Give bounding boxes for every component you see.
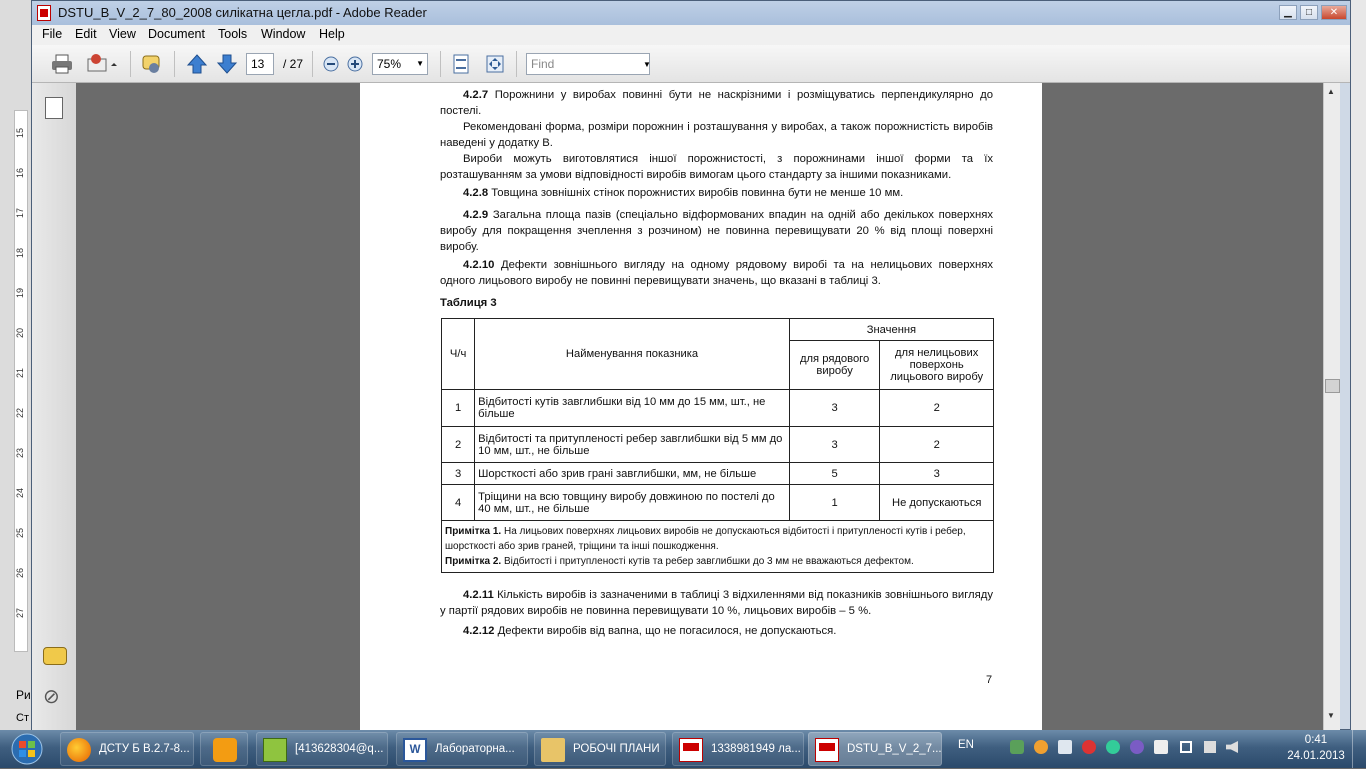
ruler-label: 17: [15, 207, 26, 219]
clause-number: 4.2.10: [463, 259, 495, 271]
clause-number: 4.2.12: [463, 625, 495, 637]
printer-icon: [50, 53, 74, 75]
paragraph-4-2-12: [440, 623, 993, 639]
table-row: [442, 390, 994, 427]
ruler-label: 25: [15, 527, 26, 539]
row-number: 3: [442, 463, 475, 485]
fit-page-button[interactable]: [450, 53, 472, 75]
arrow-up-icon: [186, 53, 208, 75]
paragraph-text: Кількість виробів із зазначеними в таблиці 3 відхиленнями від показників зовнішнього вигляду у партії рядових виробів не повинна перевищувати 10 %, лицьових виробів – 5 %.: [440, 589, 994, 617]
scroll-down-arrow-icon[interactable]: ▼: [1327, 711, 1335, 720]
window-title: DSTU_B_V_2_7_80_2008 силікатна цегла.pdf - Adobe Reader: [58, 5, 427, 20]
tools-icon[interactable]: [1058, 740, 1072, 754]
note-label: Примітка 1.: [445, 526, 502, 537]
title-bar[interactable]: [32, 1, 1350, 25]
paragraph-4-2-9: [440, 207, 993, 255]
vertical-scrollbar[interactable]: [1323, 83, 1340, 731]
share-button[interactable]: [86, 53, 120, 75]
taskbar-item-media-player[interactable]: [200, 732, 248, 766]
shield-icon[interactable]: [1034, 740, 1048, 754]
page-total: / 27: [283, 57, 304, 71]
ruler-label: 26: [15, 567, 26, 579]
ruler-label: 24: [15, 487, 26, 499]
note-text: Відбитості і притупленості кутів та ребер завглибшки до 3 мм не вважаються дефектом.: [503, 556, 914, 567]
row-number: 4: [442, 485, 475, 521]
action-center-flag-icon[interactable]: [1180, 741, 1192, 753]
close-button[interactable]: ✕: [1321, 5, 1347, 20]
navigation-pane: [32, 83, 77, 731]
task-label: 1338981949 ла...: [711, 743, 801, 755]
clock-date[interactable]: 24.01.2013: [1287, 750, 1345, 762]
row-name: Відбитості та притупленості ребер завглибшки від 5 мм до 10 мм, шт., не більше: [475, 427, 790, 463]
pdf-app-icon: [37, 5, 51, 21]
plus-circle-icon: [346, 53, 364, 75]
menu-edit[interactable]: Edit: [75, 27, 97, 41]
folder-icon: [541, 738, 565, 762]
windows-orb-icon: [4, 732, 50, 766]
minus-circle-icon: [322, 53, 340, 75]
ruler-label: 18: [15, 247, 26, 259]
row-value-ordinary: 5: [789, 463, 879, 485]
chat-icon: [263, 738, 287, 762]
paragraph-text: Дефекти виробів від вапна, що не погасилося, не допускаються.: [497, 625, 837, 637]
ruler-label: 21: [15, 367, 26, 379]
menu-document[interactable]: Document: [148, 27, 205, 41]
task-label: DSTU_B_V_2_7...: [847, 743, 942, 755]
row-value-face: 2: [880, 427, 994, 463]
menu-help[interactable]: Help: [319, 27, 345, 41]
row-value-face: 3: [880, 463, 994, 485]
find-input[interactable]: Find: [526, 53, 650, 75]
row-number: 2: [442, 427, 475, 463]
word-icon: W: [403, 738, 427, 762]
firefox-icon: [67, 738, 91, 762]
table-notes-row: [442, 521, 994, 573]
paragraph-text: Загальна площа пазів (спеціально відформованих впадин на одній або декількох поверхнях виробу для покращення зчеплення з розчином) не повинна перевищувати 20 % від площі поверхні виробу.: [440, 209, 994, 253]
table-row: [442, 427, 994, 463]
keyboard-icon[interactable]: [1154, 740, 1168, 754]
messenger-icon[interactable]: [1106, 740, 1120, 754]
note-label: Примітка 2.: [445, 556, 502, 567]
minimize-button[interactable]: ▁: [1279, 5, 1297, 20]
pdf-icon: [679, 738, 703, 762]
paragraph-4-2-8: [440, 185, 993, 201]
comment-gear-icon: [140, 53, 164, 75]
row-name: Відбитості кутів завглибшки від 10 мм до 15 мм, шт., не більше: [475, 390, 790, 427]
pages-thumbnail-icon[interactable]: [45, 97, 63, 119]
paragraph-4-2-7: [440, 87, 993, 119]
paragraph-other-porosity: Вироби можуть виготовлятися іншої порожнистості, з порожнинами іншої форми та їх розташуванням за умови відповідності виробів вимогам цього стандарту за іншими показниками.: [440, 153, 993, 181]
maximize-button[interactable]: □: [1300, 5, 1318, 20]
network-status-icon[interactable]: [1010, 740, 1024, 754]
start-button[interactable]: [4, 732, 50, 766]
paragraph-recommended-forms: Рекомендовані форма, розміри порожнин і розташування у виробах, а також порожнистість виробів наведені у додатку В.: [440, 121, 993, 149]
taskbar-item-word[interactable]: [396, 732, 528, 766]
zoom-value: 75%: [377, 57, 402, 71]
full-screen-button[interactable]: [484, 53, 506, 75]
fit-page-icon: [450, 53, 472, 75]
taskbar-item-pdf-1[interactable]: [672, 732, 804, 766]
page-footer-number: 7: [986, 674, 993, 686]
system-tray-icons: [1010, 740, 1180, 758]
system-tray-right: [1180, 740, 1260, 758]
taskbar-item-firefox[interactable]: [60, 732, 194, 766]
menu-window[interactable]: Window: [261, 27, 306, 41]
print-button[interactable]: [50, 53, 74, 75]
header-values: Значення: [789, 319, 993, 341]
language-indicator[interactable]: EN: [958, 739, 974, 751]
clause-number: 4.2.8: [463, 187, 489, 199]
table-caption: Таблиця 3: [440, 297, 497, 309]
clause-number: 4.2.11: [463, 589, 494, 601]
next-page-button[interactable]: [216, 53, 238, 75]
toolbar: [32, 45, 1350, 83]
expand-icon: [484, 53, 506, 75]
header-indicator-name: Найменування показника: [475, 319, 790, 390]
zoom-out-button[interactable]: [322, 53, 340, 75]
ruler-label: 23: [15, 447, 26, 459]
row-value-face: Не допускаються: [880, 485, 994, 521]
table-row: [442, 485, 994, 521]
share-envelope-icon: [86, 53, 120, 75]
volume-icon[interactable]: [1226, 741, 1238, 753]
paragraph-text: Дефекти зовнішнього вигляду на одному рядовому виробі та на нелицьових поверхнях одного лицьового виробу не повинні перевищувати значень, що вказані в таблиці 3.: [440, 259, 994, 287]
ruler-label: 15: [15, 127, 26, 139]
taskbar-item-pdf-active[interactable]: [808, 732, 942, 766]
ruler-label: 20: [15, 327, 26, 339]
row-value-ordinary: 1: [789, 485, 879, 521]
row-value-ordinary: 3: [789, 390, 879, 427]
task-label: ДСТУ Б В.2.7-8...: [99, 743, 190, 755]
paragraph-4-2-11: [440, 587, 993, 619]
sync-icon[interactable]: [1130, 740, 1144, 754]
background-app-scrollbar: [1350, 0, 1366, 730]
background-status-text-2: Ст: [16, 712, 29, 724]
note-text: На лицьових поверхнях лицьових виробів не допускаються відбитості і притупленості кутів і ребер, шорсткості або зрив граней, тріщини та інші пошкодження.: [445, 526, 966, 552]
media-player-icon: [213, 738, 237, 762]
previous-page-button[interactable]: [186, 53, 208, 75]
document-view[interactable]: [76, 83, 1323, 731]
background-status-text: Ри: [16, 688, 31, 702]
zoom-select[interactable]: [372, 53, 428, 75]
menu-file[interactable]: File: [42, 27, 63, 41]
zoom-in-button[interactable]: [346, 53, 364, 75]
clock-time[interactable]: 0:41: [1304, 734, 1328, 746]
paragraph-text: Товщина зовнішніх стінок порожнистих виробів повинна бути не менше 10 мм.: [491, 187, 904, 199]
ruler-label: 22: [15, 407, 26, 419]
note-2: [445, 554, 990, 569]
scroll-up-arrow-icon[interactable]: ▲: [1327, 87, 1335, 96]
display-icon[interactable]: [1204, 741, 1216, 753]
task-label: РОБОЧІ ПЛАНИ: [573, 743, 660, 755]
row-name: Тріщини на всю товщину виробу довжиною по постелі до 40 мм, шт., не більше: [475, 485, 790, 521]
attach-button[interactable]: [140, 53, 164, 75]
page-number-input[interactable]: 13: [246, 53, 274, 75]
row-number: 1: [442, 390, 475, 427]
comments-icon[interactable]: [43, 647, 67, 665]
arrow-down-icon: [216, 53, 238, 75]
header-number: Ч/ч: [442, 319, 475, 390]
task-label: Лабораторна...: [435, 743, 515, 755]
background-app-ruler: [0, 0, 34, 730]
defects-table: [441, 318, 994, 573]
attachments-paperclip-icon[interactable]: ⊘: [43, 686, 60, 708]
antivirus-icon[interactable]: [1082, 740, 1096, 754]
paragraph-text: Порожнини у виробах повинні бути не наскрізними і розміщуватись перпендикулярно до постелі.: [440, 89, 993, 117]
row-name: Шорсткості або зрив грані завглибшки, мм, не більше: [475, 463, 790, 485]
menu-view[interactable]: View: [109, 27, 136, 41]
row-value-face: 2: [880, 390, 994, 427]
show-desktop-button[interactable]: [1352, 730, 1366, 768]
paragraph-4-2-10: [440, 257, 993, 289]
menu-bar: [32, 25, 1350, 45]
table-row: [442, 463, 994, 485]
chevron-down-icon: ▼: [416, 59, 424, 68]
pdf-page: [360, 83, 1042, 731]
pdf-icon: [815, 738, 839, 762]
header-ordinary-product: для рядового виробу: [789, 341, 879, 390]
ruler-label: 16: [15, 167, 26, 179]
menu-tools[interactable]: Tools: [218, 27, 248, 41]
ruler-label: 19: [15, 287, 26, 299]
scrollbar-thumb[interactable]: [1325, 379, 1340, 393]
clause-number: 4.2.7: [463, 89, 489, 101]
task-label: [413628304@q...: [295, 743, 384, 755]
clause-number: 4.2.9: [463, 209, 489, 221]
adobe-reader-window: [31, 0, 1351, 730]
taskbar-item-chat[interactable]: [256, 732, 388, 766]
ruler-label: 27: [15, 607, 26, 619]
note-1: [445, 524, 990, 554]
taskbar: [0, 730, 1366, 768]
header-non-face-surfaces: для нелицьових поверхонь лицьового виробу: [880, 341, 994, 390]
taskbar-item-folder[interactable]: [534, 732, 666, 766]
row-value-ordinary: 3: [789, 427, 879, 463]
find-options-chevron-icon[interactable]: ▼: [643, 60, 651, 69]
